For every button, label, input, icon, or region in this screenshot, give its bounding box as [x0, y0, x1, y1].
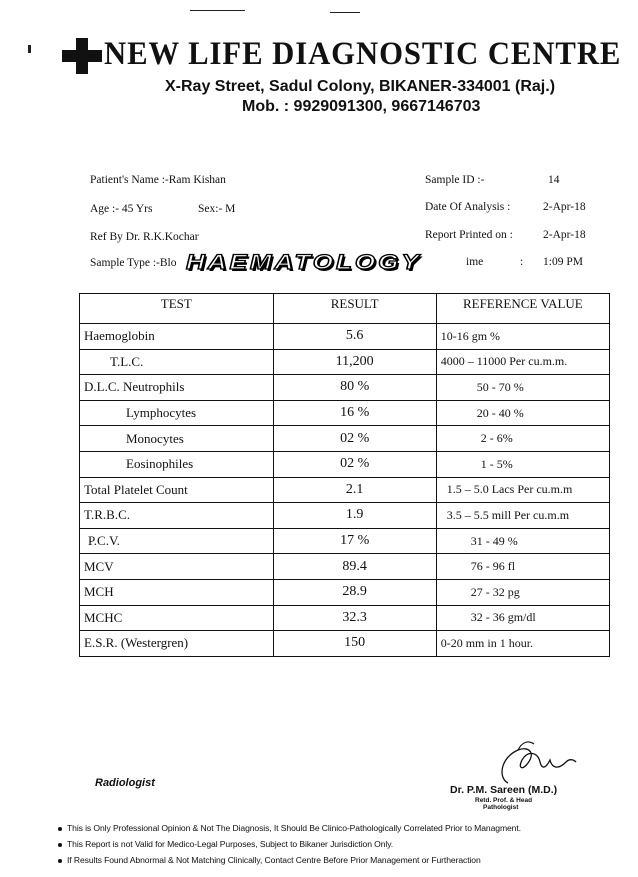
doctor-title [475, 797, 532, 811]
test-name: P.C.V. [80, 528, 274, 554]
report-printed-value: 2-Apr-18 [543, 229, 586, 241]
footer-note-text: This is Only Professional Opinion & Not The Diagnosis, It Should Be Clinico-Pathologically Correlated Prior to Managment. [67, 823, 521, 833]
table-row [80, 477, 610, 503]
scan-mark [330, 12, 360, 13]
results-table [79, 293, 610, 657]
test-name: Haemoglobin [80, 324, 274, 350]
test-name: MCH [80, 579, 274, 605]
test-reference: 2 - 6% [436, 426, 609, 452]
test-reference: 10-16 gm % [436, 324, 609, 350]
footer-note [58, 839, 393, 849]
footer-note-text: If Results Found Abnormal & Not Matching Clinically, Contact Centre Before Prior Management or Furtheraction [67, 855, 481, 865]
scan-mark [190, 10, 245, 11]
test-result: 28.9 [273, 579, 436, 605]
column-header-reference: REFERENCE VALUE [436, 294, 609, 324]
test-reference: 50 - 70 % [436, 375, 609, 401]
column-header-result: RESULT [273, 294, 436, 324]
test-name: Total Platelet Count [80, 477, 274, 503]
table-row [80, 503, 610, 529]
footer-note [58, 823, 521, 833]
sample-type: Sample Type :-Blo [90, 257, 177, 269]
date-of-analysis-value: 2-Apr-18 [543, 201, 586, 213]
sample-id-value: 14 [548, 174, 560, 186]
test-result: 80 % [273, 375, 436, 401]
test-result: 17 % [273, 528, 436, 554]
doctor-title-line: Retd. Prof. & Head [475, 797, 533, 804]
table-row [80, 375, 610, 401]
test-name: T.L.C. [80, 349, 274, 375]
test-result: 16 % [273, 400, 436, 426]
patient-name: Patient's Name :-Ram Kishan [90, 174, 226, 186]
test-reference: 27 - 32 pg [436, 579, 609, 605]
date-of-analysis-label: Date Of Analysis : [425, 201, 511, 213]
test-name: Monocytes [80, 426, 274, 452]
test-reference: 76 - 96 fl [436, 554, 609, 580]
test-reference: 1.5 – 5.0 Lacs Per cu.m.m [436, 477, 609, 503]
table-row [80, 528, 610, 554]
bullet-icon [58, 827, 62, 831]
table-row [80, 426, 610, 452]
signature-icon [488, 738, 578, 788]
time-value: 1:09 PM [543, 256, 583, 268]
scan-mark [28, 45, 31, 53]
test-result: 11,200 [273, 349, 436, 375]
section-title: HAEMATOLOGY [186, 250, 422, 274]
clinic-mobile: Mob. : 9929091300, 9667146703 [242, 98, 481, 115]
clinic-address: X-Ray Street, Sadul Colony, BIKANER-334001 (Raj.) [165, 78, 556, 95]
table-header-row [80, 294, 610, 324]
test-name: MCHC [80, 605, 274, 631]
time-colon: : [520, 256, 524, 268]
sample-id-label: Sample ID :- [425, 174, 485, 186]
table-row [80, 554, 610, 580]
patient-age: Age :- 45 Yrs [90, 203, 153, 215]
bullet-icon [58, 859, 62, 863]
test-result: 5.6 [273, 324, 436, 350]
cross-logo-icon [62, 38, 102, 74]
test-result: 150 [273, 631, 436, 657]
test-reference: 31 - 49 % [436, 528, 609, 554]
test-name: D.L.C. Neutrophils [80, 375, 274, 401]
doctor-name: Dr. P.M. Sareen (M.D.) [450, 784, 558, 796]
test-name: T.R.B.C. [80, 503, 274, 529]
table-row [80, 349, 610, 375]
patient-sex: Sex:- M [198, 203, 236, 215]
test-result: 02 % [273, 451, 436, 477]
test-reference: 32 - 36 gm/dl [436, 605, 609, 631]
table-row [80, 605, 610, 631]
doctor-title-line: Pathologist [483, 804, 519, 811]
test-reference: 20 - 40 % [436, 400, 609, 426]
report-printed-label: Report Printed on : [425, 229, 513, 241]
test-reference: 4000 – 11000 Per cu.m.m. [436, 349, 609, 375]
test-result: 32.3 [273, 605, 436, 631]
test-result: 1.9 [273, 503, 436, 529]
test-name: E.S.R. (Westergren) [80, 631, 274, 657]
referred-by: Ref By Dr. R.K.Kochar [90, 231, 199, 243]
test-reference: 0-20 mm in 1 hour. [436, 631, 609, 657]
test-name: MCV [80, 554, 274, 580]
table-row [80, 451, 610, 477]
bullet-icon [58, 843, 62, 847]
test-reference: 1 - 5% [436, 451, 609, 477]
table-row [80, 324, 610, 350]
column-header-test: TEST [80, 294, 274, 324]
time-label: ime [466, 256, 484, 268]
table-row [80, 400, 610, 426]
test-name: Lymphocytes [80, 400, 274, 426]
clinic-name: NEW LIFE DIAGNOSTIC CENTRE [104, 36, 622, 72]
test-reference: 3.5 – 5.5 mill Per cu.m.m [436, 503, 609, 529]
table-row [80, 631, 610, 657]
test-result: 2.1 [273, 477, 436, 503]
footer-note-text: This Report is not Valid for Medico-Legal Purposes, Subject to Bikaner Jurisdiction Only. [67, 839, 394, 849]
footer-note [58, 855, 481, 865]
table-row [80, 579, 610, 605]
test-name: Eosinophiles [80, 451, 274, 477]
test-result: 02 % [273, 426, 436, 452]
test-result: 89.4 [273, 554, 436, 580]
radiologist-label: Radiologist [95, 777, 155, 789]
